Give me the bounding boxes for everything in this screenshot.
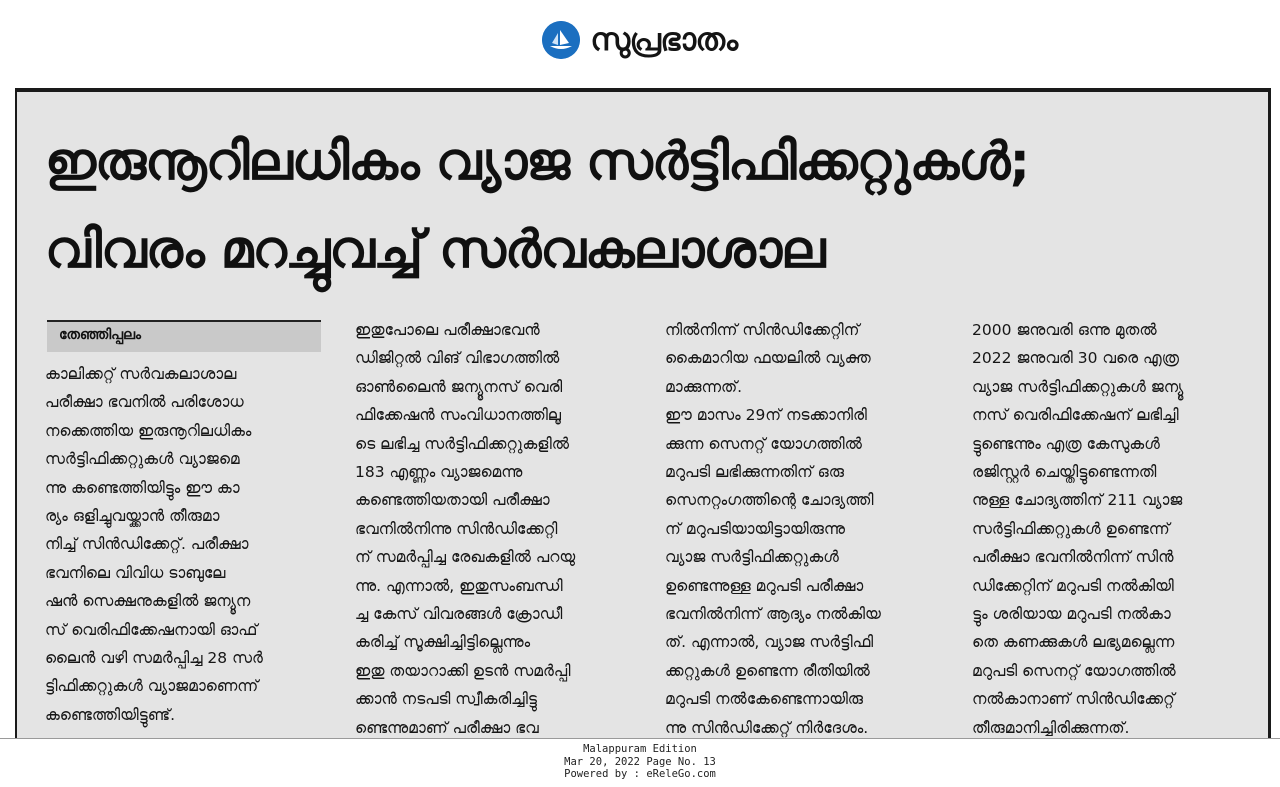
article-column-2: ഇതുപോലെ പരീക്ഷാഭവൻ ഡിജിറ്റൽ വിങ് വിഭാഗത്തിൽ ഓൺലൈൻ ജന്യൂനസ് വെരി ഫിക്കേഷൻ സംവിധാനത്തിലൂ ടെ ലഭിച്ച സർട്ടിഫിക്കറ്റുകളിൽ 183 എണ്ണം വ്യാജമെന്നു കണ്ടെത്തിയതായി പരീക്ഷാ ഭവനിൽനിന്നു സിൻഡിക്കേറ്റി ന് സമർപ്പിച്ച രേഖകളിൽ പറയു ന്നു. എന്നാൽ, ഇതുസംബന്ധി ച്ച കേസ് വിവരങ്ങൾ ക്രോഡീ കരിച്ച് സൂക്ഷിച്ചിട്ടില്ലെന്നും ഇതു തയാറാക്കി ഉടൻ സമർപ്പി ക്കാൻ നടപടി സ്വീകരിച്ചിട്ടു ണ്ടെന്നുമാണ് പരീക്ഷാ ഭവ (355, 321, 576, 737)
headline-line-1: ഇരുനൂറിലധികം വ്യാജ സർട്ടിഫിക്കറ്റുകൾ; (45, 132, 1030, 192)
headline-line-2: വിവരം മറച്ചുവച്ച് സർവകലാശാല (45, 220, 825, 280)
newspaper-name[interactable]: സുപ്രഭാതം (590, 21, 738, 58)
edition-footer (0, 738, 1280, 787)
article-column-3: നിൽനിന്ന് സിൻഡിക്കേറ്റിന് കൈമാറിയ ഫയലിൽ വ്യക്ത മാക്കുന്നത്. ഈ മാസം 29ന് നടക്കാനിരി ക്കുന്ന സെനറ്റ് യോഗത്തിൽ മറുപടി ലഭിക്കുന്നതിന് ഒരു സെനറ്റംഗത്തിന്റെ ചോദ്യത്തി ന് മറുപടിയായിട്ടായിരുന്നു വ്യാജ സർട്ടിഫിക്കറ്റുകൾ ഉണ്ടെന്നുള്ള മറുപടി പരീക്ഷാ ഭവനിൽനിന്ന് ആദ്യം നൽകിയ ത്. എന്നാൽ, വ്യാജ സർട്ടിഫി ക്കറ്റുകൾ ഉണ്ടെന്ന രീതിയിൽ മറുപടി നൽകേണ്ടെന്നായിരു ന്നു സിൻഡിക്കേറ്റ് നിർദേശം. (665, 321, 881, 737)
article-column-4: 2000 ജനുവരി ഒന്നു മുതൽ 2022 ജനുവരി 30 വരെ എത്ര വ്യാജ സർട്ടിഫിക്കറ്റുകൾ ജന്യൂ നസ് വെരിഫിക്കേഷന് ലഭിച്ചി ട്ടുണ്ടെന്നും എത്ര കേസുകൾ രജിസ്റ്റർ ചെയ്തിട്ടുണ്ടെന്നതി നുള്ള ചോദ്യത്തിന് 211 വ്യാജ സർട്ടിഫിക്കറ്റുകൾ ഉണ്ടെന്ന് പരീക്ഷാ ഭവനിൽനിന്ന് സിൻ ഡിക്കേറ്റിന് മറുപടി നൽകിയി ട്ടും ശരിയായ മറുപടി നൽകാ തെ കണക്കുകൾ ലഭ്യമല്ലെന്ന മറുപടി സെനറ്റ് യോഗത്തിൽ നൽകാനാണ് സിൻഡിക്കേറ്റ് തീരുമാനിച്ചിരിക്കുന്നത്. (972, 321, 1184, 737)
sun-boat-icon (542, 21, 580, 59)
edition-label: Malappuram Edition (583, 743, 697, 755)
dateline: തേഞ്ഞിപ്പലം (59, 327, 141, 343)
news-clipping (15, 88, 1271, 738)
article-column-1: കാലിക്കറ്റ് സർവകലാശാല പരീക്ഷാ ഭവനിൽ പരിശോധ നക്കെത്തിയ ഇരുനൂറിലധികം സർട്ടിഫിക്കറ്റുകൾ വ്യാജമെ ന്നു കണ്ടെത്തിയിട്ടും ഈ കാ ര്യം ഒളിച്ചുവയ്ക്കാൻ തീരുമാ നിച്ച് സിൻഡിക്കേറ്റ്. പരീക്ഷാ ഭവനിലെ വിവിധ ടാബുലേ ഷൻ സെക്ഷനുകളിൽ ജന്യൂന സ് വെരിഫിക്കേഷനായി ഓഫ് ലൈൻ വഴി സമർപ്പിച്ച 28 സർ ട്ടിഫിക്കറ്റുകൾ വ്യാജമാണെന്ന് കണ്ടെത്തിയിട്ടുണ്ട്. (45, 365, 263, 724)
masthead (0, 0, 1280, 80)
powered-by-label: Powered by : eReleGo.com (564, 768, 716, 780)
dateline-box (47, 320, 321, 352)
date-page-label: Mar 20, 2022 Page No. 13 (564, 755, 716, 768)
